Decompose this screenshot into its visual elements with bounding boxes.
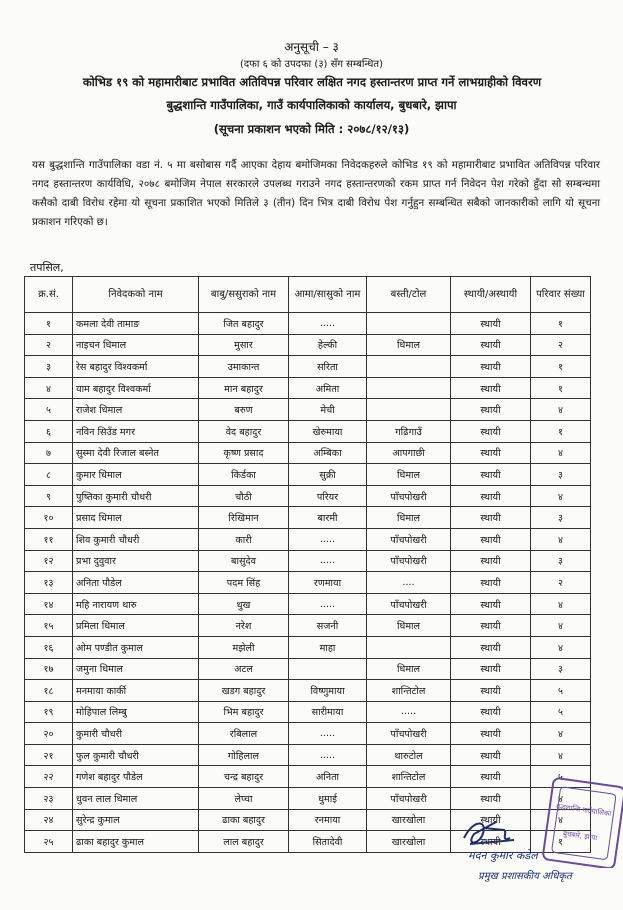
table-row (25, 701, 591, 723)
cell-settlement: पाँचपोखरी (367, 593, 451, 615)
cell-residency: स्थायी (451, 680, 531, 702)
cell-applicant-name: सुस्मा देवी रिजाल बस्नेत (73, 442, 199, 464)
cell-family-size: ५ (531, 701, 591, 723)
cell-settlement: पाँचपोखरी (367, 550, 451, 572)
cell-applicant-name: पुष्तिका कुमारी चौधरी (73, 485, 199, 507)
col-residency: स्थायी/अस्थायी (451, 277, 531, 313)
cell-residency: स्थायी (451, 572, 531, 594)
cell-mother-name: ..... (289, 528, 367, 550)
cell-serial: २२ (25, 766, 73, 788)
cell-mother-name: ..... (289, 744, 367, 766)
cell-mother-name: सरिता (289, 356, 367, 378)
cell-serial: ५ (25, 399, 73, 421)
cell-applicant-name: फुल कुमारी चौधरी (73, 744, 199, 766)
notice-paragraph: यस बुद्धशान्ति गाउँपालिका वडा नं. ५ मा बसोबास गर्दै आएका देहाय बमोजिमका निवेदकहरुले कोभिड १९ को महामारीबाट प्रभावित अतिविपन्न परिवार नगद हस्तान्तरण कार्यविधि, २०७८ बमोजिम नेपाल सरकारले उपलब्ध गराउने नगद हस्तान्तरणको रकम प्राप्त गर्न निवेदन पेश गरेको हुँदा सो सम्बन्धमा कसैको दाबी विरोध रहेमा यो सूचना प्रकाशित भएको मितिले ३ (तीन) दिन भित्र दाबी विरोध पेश गर्नुहुन सम्बन्धित सबैको जानकारीको लागि यो सूचना प्रकाशन गरिएको छ। (32, 159, 600, 228)
cell-mother-name: अम्बिका (289, 442, 367, 464)
cell-settlement: आपगाछी (367, 442, 451, 464)
table-row (25, 680, 591, 702)
cell-father-name: जित बहादुर (199, 313, 289, 335)
publication-date: (सूचना प्रकाशन भएको मिति : २०७८/१२/१३) (213, 122, 410, 136)
cell-father-name: उमाकान्त (199, 356, 289, 378)
cell-residency: स्थायी (451, 658, 531, 680)
cell-residency: स्थायी (451, 377, 531, 399)
cell-settlement: शान्तिटोल (367, 680, 451, 702)
table-row (25, 766, 591, 788)
cell-residency: स्थायी (451, 636, 531, 658)
cell-settlement: पाँचपोखरी (367, 528, 451, 550)
cell-family-size: ४ (531, 593, 591, 615)
cell-father-name: लेप्चा (199, 788, 289, 810)
cell-mother-name: सितादेवी (289, 831, 367, 853)
cell-serial: २३ (25, 788, 73, 810)
cell-mother-name: सारीमाया (289, 701, 367, 723)
cell-residency: स्थायी (451, 723, 531, 745)
cell-mother-name: मेची (289, 399, 367, 421)
cell-settlement: .... (367, 572, 451, 594)
col-family-size: परिवार संख्या (531, 277, 591, 313)
table-header-row (25, 277, 591, 313)
cell-family-size: २ (531, 572, 591, 594)
cell-family-size: १ (531, 831, 591, 853)
cell-residency: स्थायी (451, 442, 531, 464)
table-row (25, 313, 591, 335)
cell-settlement: गढिगाउँ (367, 420, 451, 442)
table-row (25, 744, 591, 766)
cell-father-name: कृष्ण प्रसाद (199, 442, 289, 464)
cell-family-size: ४ (531, 615, 591, 637)
cell-mother-name: परियर (289, 485, 367, 507)
cell-serial: ८ (25, 464, 73, 486)
stamp-subtext: बुधबारे, झापा (562, 829, 598, 843)
cell-father-name: मुसार (199, 334, 289, 356)
table-row (25, 593, 591, 615)
cell-residency: स्थायी (451, 550, 531, 572)
cell-family-size: ४ (531, 744, 591, 766)
cell-residency: स्थायी (451, 788, 531, 810)
cell-applicant-name: धुवन लाल धिमाल (73, 788, 199, 810)
cell-applicant-name: राजेश धिमाल (73, 399, 199, 421)
col-applicant-name: निवेदकको नाम (73, 277, 199, 313)
cell-serial: ९ (25, 485, 73, 507)
cell-applicant-name: सुरेन्द्र कुमाल (73, 809, 199, 831)
cell-settlement: खारखोला (367, 831, 451, 853)
cell-residency: स्थायी (451, 507, 531, 529)
cell-settlement: धिमाल (367, 464, 451, 486)
table-row (25, 615, 591, 637)
cell-father-name: अटल (199, 658, 289, 680)
cell-family-size: ४ (531, 442, 591, 464)
cell-father-name: वेद बहादुर (199, 420, 289, 442)
table-row (25, 658, 591, 680)
cell-serial: १५ (25, 615, 73, 637)
cell-applicant-name: नविन सिउँड मगर (73, 420, 199, 442)
signatory-name: मदन कुमार कडेल (468, 849, 538, 862)
cell-applicant-name: कुमारी चौधरी (73, 723, 199, 745)
cell-father-name: भिम बहादुर (199, 701, 289, 723)
cell-serial: ७ (25, 442, 73, 464)
cell-family-size: ३ (531, 464, 591, 486)
cell-residency: स्थायी (451, 809, 531, 831)
cell-serial: १२ (25, 550, 73, 572)
cell-family-size: ४ (531, 399, 591, 421)
cell-residency: स्थायी (451, 615, 531, 637)
col-father-name: बाबु/ससुराको नाम (199, 277, 289, 313)
table-row (25, 636, 591, 658)
cell-settlement: पाँचपोखरी (367, 485, 451, 507)
cell-applicant-name: अनिता पौडेल (73, 572, 199, 594)
cell-family-size: २ (531, 334, 591, 356)
cell-mother-name: बारमी (289, 507, 367, 529)
cell-settlement: पाँचपोखरी (367, 788, 451, 810)
table-row (25, 723, 591, 745)
cell-mother-name: ..... (289, 550, 367, 572)
cell-father-name: मझेली (199, 636, 289, 658)
cell-father-name: पदम सिंह (199, 572, 289, 594)
cell-father-name: किर्डका (199, 464, 289, 486)
table-row (25, 442, 591, 464)
cell-serial: १० (25, 507, 73, 529)
cell-settlement: धिमाल (367, 334, 451, 356)
cell-serial: २ (25, 334, 73, 356)
cell-applicant-name: मोहिपाल लिम्बु (73, 701, 199, 723)
cell-family-size: ४ (531, 788, 591, 810)
cell-father-name: नरेश (199, 615, 289, 637)
details-label: तपसिल, (30, 261, 64, 274)
cell-residency: स्थायी (451, 744, 531, 766)
table-row (25, 334, 591, 356)
cell-mother-name: अमिता (289, 377, 367, 399)
cell-family-size: ३ (531, 658, 591, 680)
cell-family-size: ४ (531, 809, 591, 831)
table-row (25, 420, 591, 442)
cell-serial: १४ (25, 593, 73, 615)
cell-applicant-name: गणेश बहादुर पौडेल (73, 766, 199, 788)
cell-mother-name: सुक्री (289, 464, 367, 486)
cell-family-size: ५ (531, 766, 591, 788)
col-settlement: बस्ती/टोल (367, 277, 451, 313)
cell-father-name: रिखिमान (199, 507, 289, 529)
cell-residency: स्थायी (451, 334, 531, 356)
cell-settlement: धिमाल (367, 615, 451, 637)
cell-residency: स्थायी (451, 399, 531, 421)
cell-mother-name: सजनी (289, 615, 367, 637)
cell-family-size: ४ (531, 723, 591, 745)
cell-settlement: शान्तिटोल (367, 766, 451, 788)
document-title: कोभिड १९ को महामारीबाट प्रभावित अतिविपन्न परिवार लक्षित नगद हस्तान्तरण प्राप्त गर्ने लाभग्राहीको विवरण (82, 75, 542, 89)
cell-settlement (367, 377, 451, 399)
cell-residency: स्थायी (451, 464, 531, 486)
table-row (25, 464, 591, 486)
table-row (25, 399, 591, 421)
annex-number: अनुसूची – ३ (284, 40, 339, 54)
cell-residency: स्थायी (451, 356, 531, 378)
cell-serial: १८ (25, 680, 73, 702)
cell-mother-name: हेल्की (289, 334, 367, 356)
cell-family-size: ५ (531, 680, 591, 702)
cell-family-size: १ (531, 420, 591, 442)
cell-settlement: थारुटोल (367, 744, 451, 766)
cell-settlement: पाँचपोखरी (367, 723, 451, 745)
cell-serial: १९ (25, 701, 73, 723)
cell-mother-name: रनमाया (289, 809, 367, 831)
section-reference: (दफा ६ को उपदफा (३) सँग सम्बन्धित) (239, 59, 384, 70)
beneficiary-table (24, 276, 591, 853)
cell-family-size: ४ (531, 636, 591, 658)
cell-father-name: बरुण (199, 399, 289, 421)
cell-applicant-name: शिव कुमारी चौधरी (73, 528, 199, 550)
cell-mother-name: ..... (289, 593, 367, 615)
cell-father-name: ढाका बहादुर (199, 809, 289, 831)
cell-serial: १ (25, 313, 73, 335)
cell-residency: स्थायी (451, 766, 531, 788)
table-row (25, 507, 591, 529)
cell-serial: २५ (25, 831, 73, 853)
cell-residency: स्थायी (451, 485, 531, 507)
cell-mother-name: ..... (289, 723, 367, 745)
cell-serial: ४ (25, 377, 73, 399)
office-name: बुद्धशान्ति गाउँपालिका, गाउँ कार्यपालिकाको कार्यालय, बुधबारे, झापा (166, 98, 457, 112)
table-row (25, 528, 591, 550)
cell-mother-name: धुमाई (289, 788, 367, 810)
cell-residency: स्थायी (451, 831, 531, 853)
stamp-text: बुद्धशान्ति गाउँपालिका (555, 802, 612, 818)
cell-settlement: खारखोला (367, 809, 451, 831)
col-serial: क्र.सं. (25, 277, 73, 313)
table-row (25, 572, 591, 594)
cell-family-size: ३ (531, 550, 591, 572)
cell-residency: स्थायी (451, 313, 531, 335)
cell-serial: २४ (25, 809, 73, 831)
cell-applicant-name: कुमार धिमाल (73, 464, 199, 486)
cell-family-size: ४ (531, 485, 591, 507)
table-row (25, 550, 591, 572)
cell-serial: १३ (25, 572, 73, 594)
table-row (25, 356, 591, 378)
cell-residency: स्थायी (451, 528, 531, 550)
cell-serial: १६ (25, 636, 73, 658)
cell-applicant-name: कमला देवी तामाङ (73, 313, 199, 335)
cell-serial: १७ (25, 658, 73, 680)
cell-applicant-name: जमुना धिमाल (73, 658, 199, 680)
cell-residency: स्थायी (451, 701, 531, 723)
cell-applicant-name: रेस बहादुर विश्वकर्मा (73, 356, 199, 378)
cell-applicant-name: महि नारायण थारु (73, 593, 199, 615)
cell-father-name: खडग बहादुर (199, 680, 289, 702)
cell-family-size: ४ (531, 528, 591, 550)
cell-applicant-name: प्रमिला धिमाल (73, 615, 199, 637)
cell-father-name: कारी (199, 528, 289, 550)
cell-applicant-name: ढाका बहादुर कुमाल (73, 831, 199, 853)
signatory-title: प्रमुख प्रशासकीय अधिकृत (478, 871, 572, 882)
cell-serial: २० (25, 723, 73, 745)
cell-settlement: ..... (367, 701, 451, 723)
cell-settlement (367, 636, 451, 658)
cell-settlement: धिमाल (367, 658, 451, 680)
cell-mother-name: अनिता (289, 766, 367, 788)
cell-serial: ३ (25, 356, 73, 378)
table-row (25, 377, 591, 399)
cell-mother-name: ..... (289, 313, 367, 335)
cell-applicant-name: ओम पण्डीत कुमाल (73, 636, 199, 658)
cell-residency: स्थायी (451, 420, 531, 442)
cell-father-name: मान बहादुर (199, 377, 289, 399)
cell-serial: २१ (25, 744, 73, 766)
cell-settlement (367, 399, 451, 421)
col-mother-name: आमा/सासुको नाम (289, 277, 367, 313)
cell-mother-name: विष्णुमाया (289, 680, 367, 702)
cell-settlement (367, 356, 451, 378)
table-row (25, 788, 591, 810)
office-stamp (540, 776, 623, 868)
cell-mother-name: रणमाया (289, 572, 367, 594)
cell-residency: स्थायी (451, 593, 531, 615)
cell-father-name: रबिलाल (199, 723, 289, 745)
table-row (25, 485, 591, 507)
cell-applicant-name: मनमाया कार्की (73, 680, 199, 702)
cell-father-name: बासुदेव (199, 550, 289, 572)
cell-mother-name (289, 658, 367, 680)
cell-family-size: १ (531, 377, 591, 399)
cell-settlement: धिमाल (367, 507, 451, 529)
cell-applicant-name: प्रभा दुवुवार (73, 550, 199, 572)
cell-family-size: ३ (531, 507, 591, 529)
cell-family-size: १ (531, 313, 591, 335)
cell-father-name: लाल बहादुर (199, 831, 289, 853)
cell-family-size: १ (531, 356, 591, 378)
cell-applicant-name: नाइचन धिमाल (73, 334, 199, 356)
cell-father-name: चन्द्र बहादुर (199, 766, 289, 788)
cell-father-name: धुख (199, 593, 289, 615)
cell-father-name: चौठी (199, 485, 289, 507)
cell-mother-name: खेरुमाया (289, 420, 367, 442)
cell-father-name: गोहिलाल (199, 744, 289, 766)
cell-mother-name: माहा (289, 636, 367, 658)
cell-settlement (367, 313, 451, 335)
cell-serial: ११ (25, 528, 73, 550)
cell-serial: ६ (25, 420, 73, 442)
cell-applicant-name: प्रसाद धिमाल (73, 507, 199, 529)
cell-applicant-name: याम बहादुर विश्वकर्मा (73, 377, 199, 399)
